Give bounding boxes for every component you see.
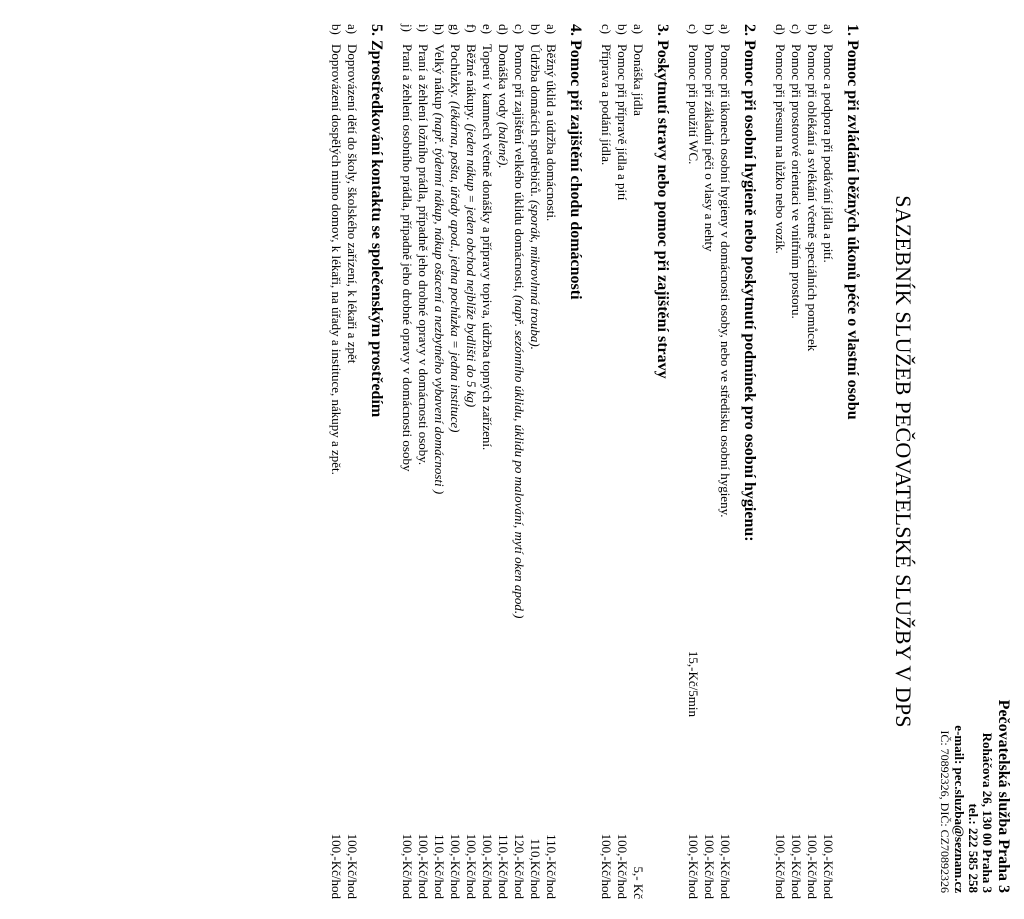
item-price: 100,-Kč/hod bbox=[464, 833, 479, 899]
item-text-italic: (sporák, mikrovlnná trouba). bbox=[528, 199, 543, 350]
document-title: SAZEBNÍK SLUŽEB PEČOVATELSKÉ SLUŽBY V DPS bbox=[891, 195, 916, 728]
list-item bbox=[480, 24, 495, 899]
item-text bbox=[448, 44, 463, 807]
item-price: 100,-Kč/hod bbox=[686, 833, 701, 899]
section-heading: 3. Poskytnutí stravy nebo pomoc při zajištění stravy bbox=[654, 24, 671, 379]
item-text: Běžný úklid a údržba domácnosti. bbox=[544, 44, 559, 222]
list-item bbox=[821, 24, 836, 899]
list-item bbox=[416, 24, 431, 899]
item-price: 110,-Kč/hod bbox=[496, 834, 511, 899]
item-price: 100,-Kč/hod bbox=[448, 833, 463, 899]
list-item bbox=[345, 24, 360, 899]
item-price: 100,-Kč/hod bbox=[480, 833, 495, 899]
item-letter: b) bbox=[805, 24, 820, 35]
item-text: Pomoc při základní péči o vlasy a nehty bbox=[702, 44, 717, 252]
item-price: 100,-Kč/hod bbox=[805, 833, 820, 899]
section-heading: 4. Pomoc při zajištění chodu domácnosti bbox=[567, 24, 584, 300]
item-text: Pomoc a podpora při podávání jídla a pití. bbox=[821, 44, 836, 263]
item-price: 100,-Kč/hod bbox=[702, 833, 717, 899]
item-letter: g) bbox=[448, 24, 463, 35]
item-text-plain: Údržba domácích spotřebičů. bbox=[528, 44, 543, 200]
item-text bbox=[496, 44, 511, 807]
list-item bbox=[631, 24, 646, 899]
item-letter: i) bbox=[416, 24, 431, 32]
list-item bbox=[544, 24, 559, 899]
list-item bbox=[464, 24, 479, 899]
list-item bbox=[599, 24, 614, 899]
item-price: 5,- Kč bbox=[631, 866, 646, 899]
item-text bbox=[432, 44, 447, 807]
list-item bbox=[432, 24, 447, 899]
item-text: Pomoc při použití WC. bbox=[686, 44, 701, 165]
item-price: 100,-Kč/hod bbox=[821, 833, 836, 899]
section-4 bbox=[400, 24, 585, 899]
item-text: Donáška jídla bbox=[631, 44, 646, 116]
item-text-italic: (např. sezónního úklidu, úklidu po malování, mytí oken apod.) bbox=[512, 294, 527, 619]
item-letter: j) bbox=[400, 24, 415, 32]
item-letter: h) bbox=[432, 24, 447, 35]
item-price: 110,-Kč/hod bbox=[432, 834, 447, 899]
item-text: Praní a žehlení osobního prádla, případně jeho drobné opravy v domácnosti osoby bbox=[400, 44, 415, 472]
list-item bbox=[448, 24, 463, 899]
list-item bbox=[512, 24, 527, 899]
item-price: 100,-Kč/hod bbox=[416, 833, 431, 899]
list-item bbox=[702, 24, 717, 899]
item-text-plain: Běžné nákupy. bbox=[464, 44, 479, 124]
list-item bbox=[686, 24, 701, 899]
item-letter: c) bbox=[789, 24, 804, 35]
organization-name: Pečovatelská služba Praha 3 bbox=[995, 699, 1012, 893]
item-text bbox=[512, 44, 527, 807]
item-text-plain: Velký nákup bbox=[432, 44, 447, 113]
list-item bbox=[496, 24, 511, 899]
list-item bbox=[805, 24, 820, 899]
item-price: 100,-Kč/hod bbox=[599, 833, 614, 899]
item-letter: e) bbox=[480, 24, 495, 35]
item-text: Pomoc při přípravě jídla a pití bbox=[615, 44, 630, 201]
item-text: Doprovázení dětí do školy, školského zařízení, k lékaři a zpět bbox=[345, 44, 360, 364]
item-letter: c) bbox=[512, 24, 527, 35]
organization-ids: IČ: 70892326, DIČ: CZ70892326 bbox=[938, 730, 952, 893]
item-price: 100,-Kč/hod bbox=[400, 833, 415, 899]
item-letter: a) bbox=[821, 24, 836, 35]
item-text: Pomoc při prostorové orientaci ve vnitřním prostoru. bbox=[789, 44, 804, 319]
item-price: 100,-Kč/hod bbox=[773, 833, 788, 899]
list-item bbox=[789, 24, 804, 899]
item-text: Příprava a podání jídla. bbox=[599, 44, 614, 166]
item-letter: b) bbox=[702, 24, 717, 35]
item-text-plain: Donáška vody bbox=[496, 44, 511, 122]
item-letter: a) bbox=[631, 24, 646, 35]
item-price: 100,-Kč/hod bbox=[789, 833, 804, 899]
item-text-plain: Pochůzky. bbox=[448, 44, 463, 101]
item-letter: a) bbox=[718, 24, 733, 35]
item-price: 100,-Kč/hod bbox=[615, 833, 630, 899]
item-text-italic: (balené). bbox=[496, 122, 511, 169]
section-2 bbox=[686, 24, 759, 899]
item-text: Pomoc při přesunu na lůžko nebo vozík. bbox=[773, 44, 788, 254]
item-text-italic: (např. týdenní nákup, nákup ošacení a nezbytného vybavení domácnosti ) bbox=[432, 112, 447, 495]
item-text-plain: Pomoc při zajištění velkého úklidu domácnosti, bbox=[512, 44, 527, 295]
section-heading: 5. Zprostředkování kontaktu se společenským prostředím bbox=[368, 24, 385, 418]
section-3 bbox=[599, 24, 672, 899]
item-letter: b) bbox=[615, 24, 630, 35]
list-item bbox=[773, 24, 788, 899]
item-text-italic: (lékárna, pošta, úřady apod., jedna pochůzka = jedna instituce) bbox=[448, 100, 463, 433]
section-1 bbox=[773, 24, 862, 899]
item-price: 100,-Kč/hod bbox=[718, 833, 733, 899]
item-text: Praní a žehlení ložního prádla, případně jeho drobné opravy v domácnosti osoby. bbox=[416, 44, 431, 466]
item-time-price: 15,-Kč/5min bbox=[686, 650, 701, 717]
section-heading: 2. Pomoc při osobní hygieně nebo poskytnutí podmínek pro osobní hygienu: bbox=[741, 24, 758, 542]
item-text-italic: (jeden nákup = jeden obchod nejblíže bydlišti do 5 kg) bbox=[464, 123, 479, 408]
list-item bbox=[528, 24, 543, 899]
item-text: Pomoc při úkonech osobní hygieny v domácnosti osoby, nebo ve středisku osobní hygieny. bbox=[718, 44, 733, 518]
organization-address: Roháčova 26, 130 00 Praha 3 bbox=[980, 732, 995, 893]
item-letter: d) bbox=[773, 24, 788, 35]
organization-header bbox=[938, 24, 1012, 899]
item-letter: f) bbox=[464, 24, 479, 33]
item-letter: d) bbox=[496, 24, 511, 35]
organization-email: e-mail: pec.sluzba@seznam.cz bbox=[952, 725, 967, 893]
item-letter: c) bbox=[599, 24, 614, 35]
list-item bbox=[615, 24, 630, 899]
item-letter: a) bbox=[345, 24, 360, 35]
section-heading: 1. Pomoc při zvládání běžných úkonů péče o vlastní osobu bbox=[844, 24, 861, 420]
item-price: 110,Kč/hod bbox=[528, 838, 543, 899]
item-letter: b) bbox=[528, 24, 543, 35]
item-letter: a) bbox=[544, 24, 559, 35]
item-price: 110,-Kč/hod bbox=[544, 834, 559, 899]
item-price: 100,-Kč/hod bbox=[345, 833, 360, 899]
item-price: 100,-Kč/hod bbox=[329, 833, 344, 899]
item-text: Doprovázení dospělých mimo domov, k lékaři, na úřady a instituce, nákupy a zpět. bbox=[329, 44, 344, 475]
list-item bbox=[718, 24, 733, 899]
item-text bbox=[528, 44, 543, 807]
item-text: Topení v kamnech včetně donášky a přípravy topiva, údržba topných zařízení. bbox=[480, 44, 495, 451]
organization-phone: tel.: 222 585 258 bbox=[966, 803, 981, 893]
item-letter: b) bbox=[329, 24, 344, 35]
list-item bbox=[329, 24, 344, 899]
item-text bbox=[464, 44, 479, 807]
item-letter: c) bbox=[686, 24, 701, 35]
list-item bbox=[400, 24, 415, 899]
item-price: 120,-Kč/hod bbox=[512, 833, 527, 899]
section-5 bbox=[329, 24, 386, 899]
item-text: Pomoc při oblékání a svlékání včetně speciálních pomůcek bbox=[805, 44, 820, 352]
